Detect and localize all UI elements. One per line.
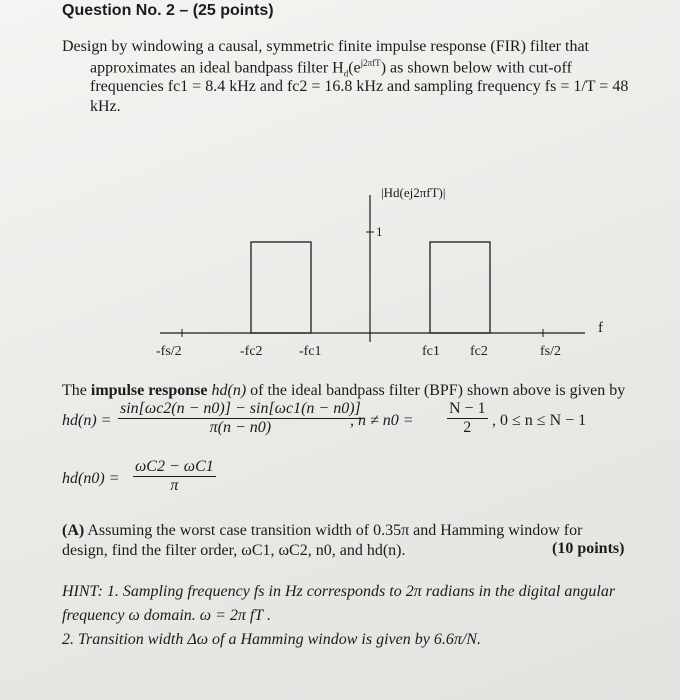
tick-label-fc2: fc2 xyxy=(470,344,488,359)
eq1-denominator: π(n − n0) xyxy=(209,419,272,436)
tick-label-neg-fc1: -fc1 xyxy=(299,344,322,359)
eq1-n0-numerator: N − 1 xyxy=(449,400,486,417)
passband-positive xyxy=(430,242,490,333)
x-axis-f-label: f xyxy=(598,320,603,336)
eq1-range: , 0 ≤ n ≤ N − 1 xyxy=(492,412,587,429)
question-title: Question No. 2 – (25 points) xyxy=(62,2,274,19)
y-axis-one: 1 xyxy=(376,224,383,239)
eq1-n0-fraction xyxy=(447,400,488,437)
part-a-points: (10 points) xyxy=(552,540,625,557)
intro-line-4: kHz. xyxy=(90,98,121,115)
passband-negative xyxy=(251,242,311,333)
y-axis-label: |Hd(ej2πfT)| xyxy=(381,185,446,200)
hint-line-1: HINT: 1. Sampling frequency fs in Hz corresponds to 2π radians in the digital angular xyxy=(62,583,616,600)
tick-label-fc1: fc1 xyxy=(422,344,440,359)
impulse-response-intro: The impulse response hd(n) of the ideal bandpass filter (BPF) shown above is given by xyxy=(62,382,626,399)
eq2-fraction xyxy=(133,458,216,495)
eq1-fraction xyxy=(118,400,363,437)
eq1-n0-denominator: 2 xyxy=(463,419,472,436)
eq1-numerator: sin[ωc2(n − n0)] − sin[ωc1(n − n0)] xyxy=(120,400,361,417)
hint-line-2: frequency ω domain. ω = 2π fT . xyxy=(62,607,271,624)
part-a-line-2: design, find the filter order, ωC1, ωC2, n0, and hd(n). xyxy=(62,542,406,559)
tick-label-neg-fs2: -fs/2 xyxy=(156,344,182,359)
eq2-lhs: hd(n0) = xyxy=(62,470,120,487)
intro-line-1: Design by windowing a causal, symmetric finite impulse response (FIR) filter that xyxy=(62,38,589,55)
part-a-line-1: (A) Assuming the worst case transition width of 0.35π and Hamming window for xyxy=(62,522,583,539)
eq2-denominator: π xyxy=(170,477,179,494)
hint-line-3: 2. Transition width Δω of a Hamming window is given by 6.6π/N. xyxy=(62,631,481,648)
eq1-condition: , n ≠ n0 = xyxy=(350,412,414,429)
intro-line-3: frequencies fc1 = 8.4 kHz and fc2 = 16.8 kHz and sampling frequency fs = 1/T = 48 xyxy=(90,78,629,95)
tick-label-neg-fc2: -fc2 xyxy=(240,344,263,359)
eq1-lhs: hd(n) = xyxy=(62,412,112,429)
eq2-numerator: ωC2 − ωC1 xyxy=(135,458,214,475)
tick-label-fs2: fs/2 xyxy=(540,344,561,359)
intro-line-2: approximates an ideal bandpass filter $H_d(e^{j2\pi fT})$ as shown below with cut-off xyxy=(90,58,572,79)
